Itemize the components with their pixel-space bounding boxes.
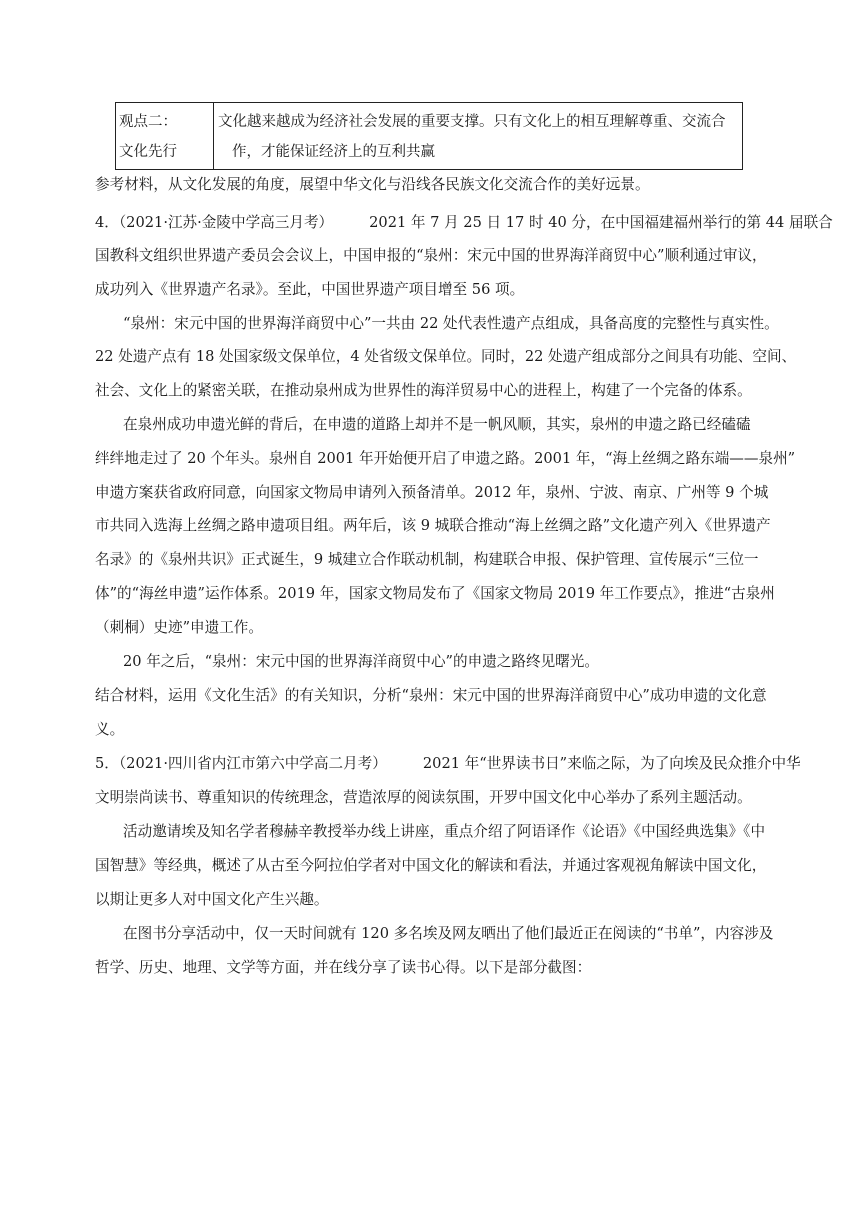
q5-p2-line1: 活动邀请埃及知名学者穆赫辛教授举办线上讲座，重点介绍了阿语译作《论语》《中国经典选集》《中 bbox=[123, 823, 766, 840]
q4-p3-line4: 市共同入选海上丝绸之路申遗项目组。两年后，该 9 城联合推动“海上丝绸之路”文化遗产列入《世界遗产 bbox=[95, 517, 771, 534]
q5-p3-line2: 哲学、历史、地理、文学等方面，并在线分享了读书心得。以下是部分截图： bbox=[95, 959, 592, 976]
q5-line2: 文明崇尚读书、尊重知识的传统理念，营造浓厚的阅读氛围，开罗中国文化中心举办了系列主题活动。 bbox=[95, 789, 752, 806]
q4-task-line2: 义。 bbox=[95, 721, 125, 738]
q4-p3-line1: 在泉州成功申遗光鲜的背后，在申遗的道路上却并不是一帆风顺，其实，泉州的申遗之路已经磕磕 bbox=[123, 416, 751, 433]
q4-source: （2021·江苏·金陵中学高三月考） bbox=[118, 214, 334, 231]
q4-p3-line5: 名录》的《泉州共识》正式诞生，9 城建立合作联动机制，构建联合申报、保护管理、宣传展示“三位一 bbox=[95, 551, 759, 568]
viewpoint-text-line2: 作，才能保证经济上的互利共赢 bbox=[232, 144, 435, 160]
q4-p4-line1: 20 年之后，“泉州：宋元中国的世界海洋商贸中心”的申遗之路终见曙光。 bbox=[123, 653, 599, 670]
q4-p2-line2: 22 处遗产点有 18 处国家级文保单位，4 处省级文保单位。同时，22 处遗产组成部分之间具有功能、空间、 bbox=[95, 348, 797, 365]
q4-p2-line1: “泉州：宋元中国的世界海洋商贸中心”一共由 22 处代表性遗产点组成，具备高度的完整性与真实性。 bbox=[123, 315, 779, 332]
q4-p3-line7: （刺桐）史迹”申遗工作。 bbox=[95, 619, 263, 636]
viewpoint-label-cell bbox=[116, 103, 214, 169]
q4-p2-line3: 社会、文化上的紧密关联，在推动泉州成为世界性的海洋贸易中心的进程上，构建了一个完备的体系。 bbox=[95, 382, 752, 399]
q4-p3-line2: 绊绊地走过了 20 个年头。泉州自 2001 年开始便开启了申遗之路。2001 年，“海上丝绸之路东端——泉州” bbox=[95, 450, 796, 467]
q5-p3-line1: 在图书分享活动中，仅一天时间就有 120 多名埃及网友晒出了他们最近正在阅读的“书单”，内容涉及 bbox=[123, 925, 774, 942]
q4-line3: 成功列入《世界遗产名录》。至此，中国世界遗产项目增至 56 项。 bbox=[95, 281, 525, 298]
viewpoint-table bbox=[115, 102, 743, 170]
q4-p3-line3: 申遗方案获省政府同意，向国家文物局申请列入预备清单。2012 年，泉州、宁波、南京、广州等 9 个城 bbox=[95, 484, 769, 501]
viewpoint-text-cell bbox=[216, 103, 742, 173]
q5-source: （2021·四川省内江市第六中学高二月考） bbox=[118, 755, 387, 772]
q5-p2-line3: 以期让更多人对中国文化产生兴趣。 bbox=[95, 891, 329, 908]
q4-line2: 国教科文组织世界遗产委员会会议上，中国申报的“泉州：宋元中国的世界海洋商贸中心”顺利通过审议， bbox=[95, 247, 767, 264]
q5-number: 5． bbox=[95, 755, 119, 772]
viewpoint-text-line1: 文化越来越成为经济社会发展的重要支撑。只有文化上的相互理解尊重、交流合 bbox=[218, 114, 726, 130]
viewpoint-label-line1: 观点二： bbox=[119, 114, 177, 130]
q5-header bbox=[95, 754, 801, 774]
q4-task-line1: 结合材料，运用《文化生活》的有关知识，分析“泉州：宋元中国的世界海洋商贸中心”成功申遗的文化意 bbox=[95, 687, 767, 704]
q5-p2-line2: 国智慧》等经典，概述了从古至今阿拉伯学者对中国文化的解读和看法，并通过客观视角解读中国文化， bbox=[95, 857, 767, 874]
q4-header bbox=[95, 213, 833, 233]
q4-line1: 2021 年 7 月 25 日 17 时 40 分，在中国福建福州举行的第 44 届联合 bbox=[369, 214, 833, 231]
q4-number: 4． bbox=[95, 214, 119, 231]
q3-task-line: 参考材料，从文化发展的角度，展望中华文化与沿线各民族文化交流合作的美好远景。 bbox=[95, 176, 650, 193]
q4-p3-line6: 体”的“海丝申遗”运作体系。2019 年，国家文物局发布了《国家文物局 2019 年工作要点》，推进“古泉州 bbox=[95, 585, 775, 602]
q5-line1: 2021 年“世界读书日”来临之际，为了向埃及民众推介中华 bbox=[422, 755, 801, 772]
viewpoint-label-line2: 文化先行 bbox=[119, 144, 177, 160]
